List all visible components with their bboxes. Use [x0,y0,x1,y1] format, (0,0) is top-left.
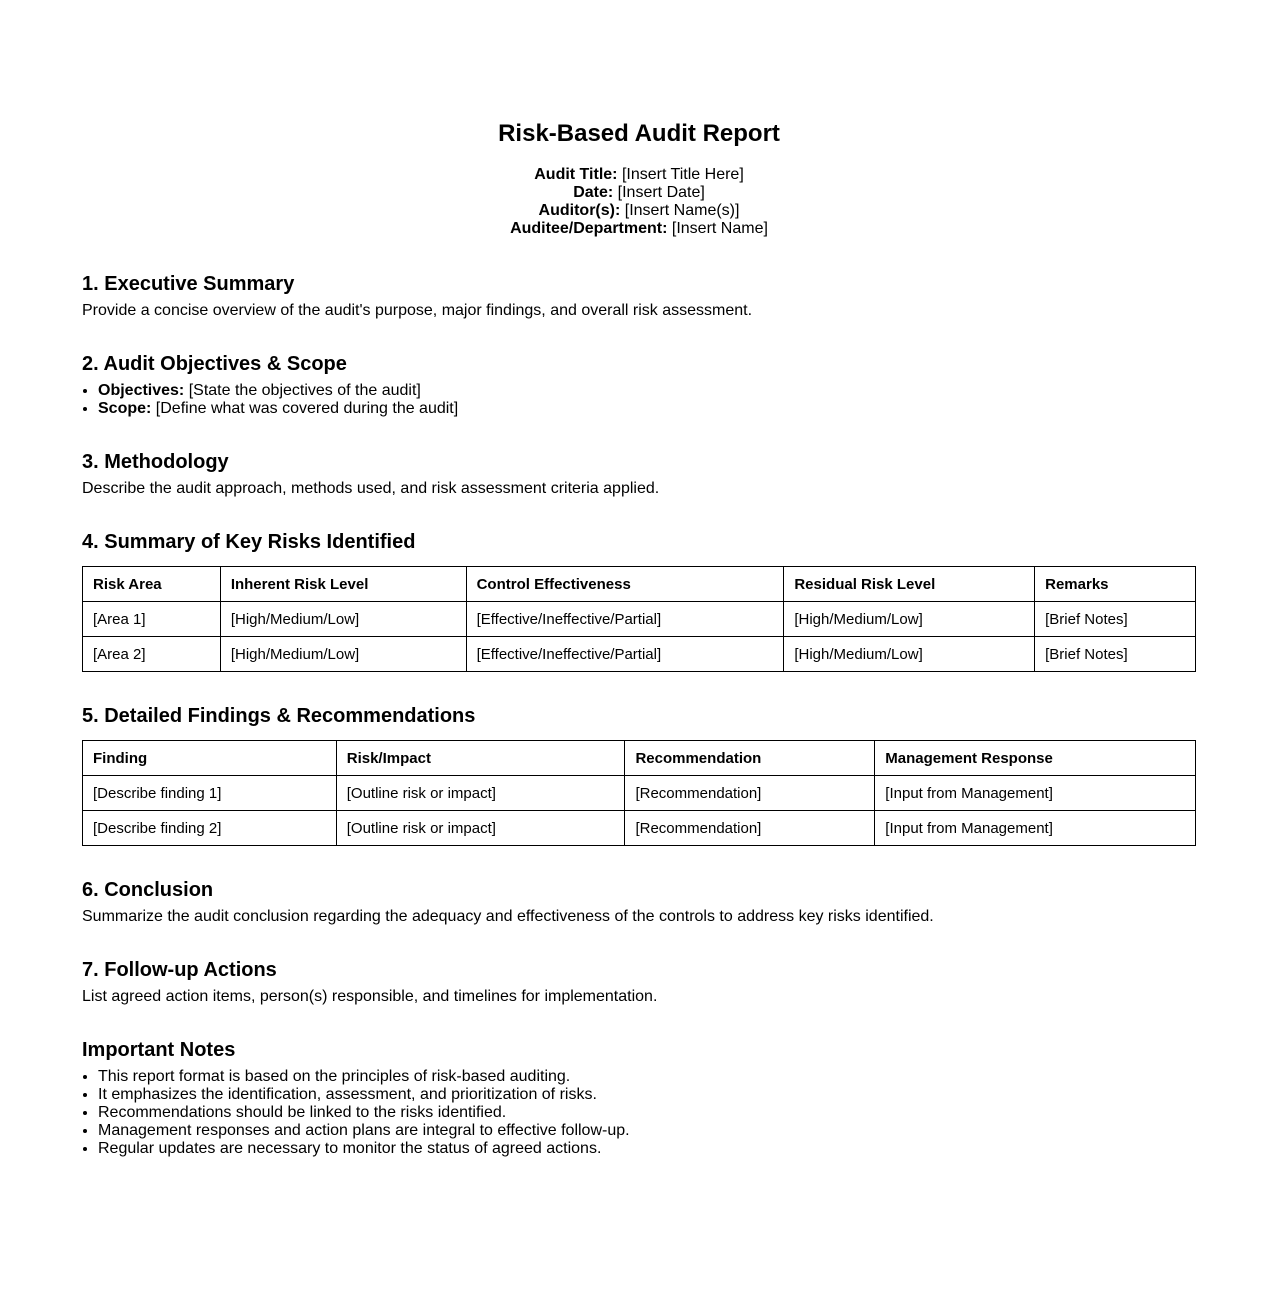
report-page [82,0,1196,1158]
executive-summary-section [82,272,1196,320]
table-row [83,811,1196,846]
table-cell: [Input from Management] [875,776,1196,811]
followup-section [82,958,1196,1006]
list-item: • Regular updates are necessary to monitor the status of agreed actions. [98,1140,1196,1158]
column-header: Risk Area [83,567,221,602]
meta-auditors-value: [Insert Name(s)] [624,202,740,219]
table-cell: [High/Medium/Low] [784,602,1035,637]
findings-heading: 5. Detailed Findings & Recommendations [82,705,476,727]
table-cell: [Describe finding 1] [83,776,337,811]
table-cell: [Area 1] [83,602,221,637]
risks-heading: 4. Summary of Key Risks Identified [82,531,416,553]
objectives-item-label: Objectives: [98,382,185,399]
scope-item-value: [Define what was covered during the audit] [155,400,459,417]
conclusion-text: Summarize the audit conclusion regarding the adequacy and effectiveness of the controls to address key risks identified. [82,908,934,925]
column-header: Recommendation [625,741,875,776]
executive-summary-text: Provide a concise overview of the audit's purpose, major findings, and overall risk assessment. [82,302,753,319]
meta-date-label: Date: [573,184,614,201]
column-header: Remarks [1035,567,1196,602]
objectives-item [98,382,1196,400]
table-cell: [High/Medium/Low] [784,637,1035,672]
column-header: Residual Risk Level [784,567,1035,602]
methodology-heading: 3. Methodology [82,451,229,473]
objectives-heading: 2. Audit Objectives & Scope [82,353,347,375]
column-header: Risk/Impact [336,741,625,776]
column-header: Inherent Risk Level [220,567,466,602]
table-cell: [Input from Management] [875,811,1196,846]
notes-heading: Important Notes [82,1039,236,1061]
risks-table [82,566,1196,672]
objectives-list [82,382,1196,418]
risks-table-header-row [83,567,1196,602]
findings-table [82,740,1196,846]
table-cell: [Outline risk or impact] [336,776,625,811]
table-cell: [Recommendation] [625,811,875,846]
executive-summary-heading: 1. Executive Summary [82,273,295,295]
table-row [83,602,1196,637]
notes-list [82,1068,1196,1158]
report-meta [82,166,1196,238]
table-cell: [Recommendation] [625,776,875,811]
table-cell: [Brief Notes] [1035,602,1196,637]
table-cell: [High/Medium/Low] [220,637,466,672]
table-cell: [Describe finding 2] [83,811,337,846]
meta-auditors [82,202,1196,220]
meta-audit-title [82,166,1196,184]
column-header: Finding [83,741,337,776]
list-item: • This report format is based on the principles of risk-based auditing. [98,1068,1196,1086]
meta-auditee [82,220,1196,238]
scope-item [98,400,1196,418]
risks-section [82,530,1196,672]
objectives-section [82,352,1196,418]
meta-audit-title-label: Audit Title: [534,166,618,183]
meta-date [82,184,1196,202]
column-header: Management Response [875,741,1196,776]
conclusion-section [82,878,1196,926]
list-item: • Recommendations should be linked to the risks identified. [98,1104,1196,1122]
objectives-item-value: [State the objectives of the audit] [188,382,421,399]
methodology-section [82,450,1196,498]
table-cell: [Brief Notes] [1035,637,1196,672]
table-cell: [Effective/Ineffective/Partial] [466,602,784,637]
table-cell: [Effective/Ineffective/Partial] [466,637,784,672]
page-title: Risk-Based Audit Report [498,120,780,147]
meta-auditee-value: [Insert Name] [671,220,768,237]
meta-date-value: [Insert Date] [617,184,705,201]
table-row [83,637,1196,672]
conclusion-heading: 6. Conclusion [82,879,214,901]
list-item: • Management responses and action plans are integral to effective follow-up. [98,1122,1196,1140]
table-cell: [Outline risk or impact] [336,811,625,846]
table-row [83,776,1196,811]
table-cell: [High/Medium/Low] [220,602,466,637]
list-item: • It emphasizes the identification, assessment, and prioritization of risks. [98,1086,1196,1104]
column-header: Control Effectiveness [466,567,784,602]
meta-auditee-label: Auditee/Department: [510,220,668,237]
meta-auditors-label: Auditor(s): [538,202,621,219]
notes-section [82,1038,1196,1158]
followup-text: List agreed action items, person(s) responsible, and timelines for implementation. [82,988,658,1005]
meta-audit-title-value: [Insert Title Here] [621,166,744,183]
findings-table-header-row [83,741,1196,776]
findings-section [82,704,1196,846]
followup-heading: 7. Follow-up Actions [82,959,277,981]
methodology-text: Describe the audit approach, methods used, and risk assessment criteria applied. [82,480,660,497]
scope-item-label: Scope: [98,400,152,417]
table-cell: [Area 2] [83,637,221,672]
